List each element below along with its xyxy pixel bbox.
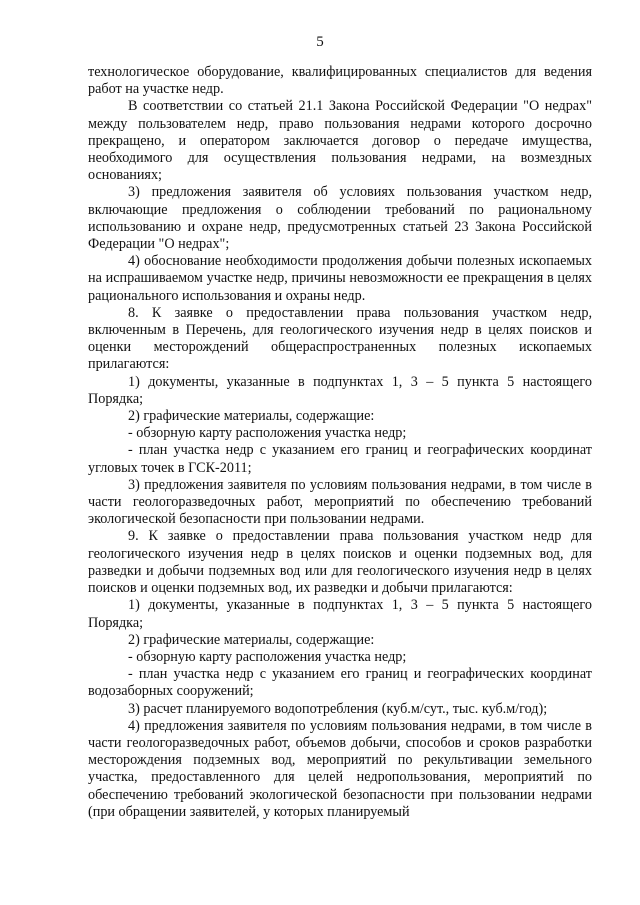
paragraph: 9. К заявке о предоставлении права пользования участком недр для геологического изучения недр в целях поисков и оценки подземных вод, для разведки и добычи подземных вод или для геологического изучения недр в целях поисков и оценки подземных вод, их разведки и добычи прилагаются:: [88, 528, 592, 597]
list-item: - план участка недр с указанием его границ и географических координат угловых точек в ГСК-2011;: [88, 442, 592, 476]
paragraph: 8. К заявке о предоставлении права пользования участком недр, включенным в Перечень, для геологического изучения недр в целях поисков и оценки месторождений общераспространенных полезных ископаемых прилагаются:: [88, 304, 592, 373]
list-item: 3) предложения заявителя об условиях пользования участком недр, включающие предложения о соблюдении требований по рациональному использованию и охране недр, предусмотренных статьей 23 Закона Российской Федерации "О недрах";: [88, 184, 592, 253]
paragraph: технологическое оборудование, квалифицированных специалистов для ведения работ на участке недр.: [88, 64, 592, 98]
list-item: 2) графические материалы, содержащие:: [128, 631, 375, 648]
list-item: 3) предложения заявителя по условиям пользования недрами, в том числе в части геологоразведочных работ, мероприятий по обеспечению требований экологической безопасности при пользовании недрами.: [88, 476, 592, 528]
list-item: 2) графические материалы, содержащие:: [128, 408, 375, 425]
list-item: 4) обоснование необходимости продолжения добычи полезных ископаемых на испрашиваемом участке недр, причины невозможности ее прекращения в целях рационального использования и охраны недр.: [88, 253, 592, 304]
document-body: [88, 64, 592, 821]
list-item: 1) документы, указанные в подпунктах 1, 3 – 5 пункта 5 настоящего Порядка;: [88, 373, 592, 407]
list-item: 1) документы, указанные в подпунктах 1, 3 – 5 пункта 5 настоящего Порядка;: [88, 597, 592, 631]
page-number: 5: [316, 34, 324, 50]
paragraph: В соответствии со статьей 21.1 Закона Российской Федерации "О недрах" между пользователем недр, право пользования недрами которого досрочно прекращено, и оператором заключается договор о передаче имущества, необходимого для осуществления пользования недрами, на возмездных основаниях;: [88, 98, 592, 184]
list-item: 4) предложения заявителя по условиям пользования недрами, в том числе в части геологоразведочных работ, объемов добычи, способов и сроков разработки месторождения подземных вод, мероприятий по рекультивации земельного участка, предоставленного для целей недропользования, мероприятий по обеспечению требований экологической безопасности при пользовании недрами (при обращении заявителей, у которых планируемый: [88, 717, 592, 820]
list-item: 3) расчет планируемого водопотребления (куб.м/сут., тыс. куб.м/год);: [128, 700, 548, 717]
list-item: - обзорную карту расположения участка недр;: [128, 648, 407, 665]
list-item: - план участка недр с указанием его границ и географических координат водозаборных сооружений;: [88, 666, 592, 700]
list-item: - обзорную карту расположения участка недр;: [128, 425, 407, 442]
